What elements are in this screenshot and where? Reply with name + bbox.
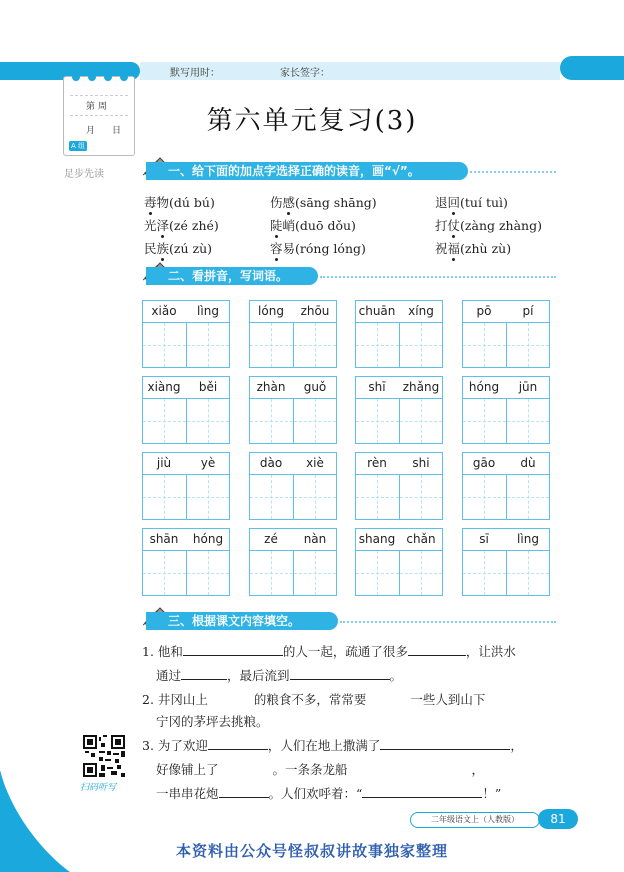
word-grid xyxy=(142,300,230,368)
word-grid xyxy=(355,376,443,444)
s3-q3-line1: 3. 为了欢迎 ，人们在地上撒满了 ， xyxy=(142,738,523,753)
writing-box[interactable] xyxy=(143,399,186,443)
ring-icon xyxy=(120,73,128,81)
pinyin-syllable: shān xyxy=(149,532,179,546)
word-grid xyxy=(355,452,443,520)
pinyin-syllable: sī xyxy=(479,532,489,546)
s3-q3-line2: 好像铺上了 。一条条龙船 ， xyxy=(156,762,485,777)
pinyin-syllable: yè xyxy=(200,456,216,470)
page-title: 第六单元复习(3) xyxy=(206,106,418,136)
writing-box[interactable] xyxy=(463,399,506,443)
writing-box[interactable] xyxy=(399,399,443,443)
watermark-text: 本资料由公众号怪叔叔讲故事独家整理 xyxy=(175,842,448,860)
pinyin-syllable: zhǎng xyxy=(402,380,440,394)
pinyin-syllable: rèn xyxy=(367,456,387,470)
word-grid xyxy=(462,452,550,520)
day-label: 日 xyxy=(112,126,122,136)
writing-box[interactable] xyxy=(506,551,550,595)
page-number: 81 xyxy=(538,809,578,829)
s3-q1-line1: 1. 他和 的人一起，疏通了很多 ，让洪水 xyxy=(142,644,516,659)
pinyin-syllable: guǒ xyxy=(303,380,327,394)
section2-title: 二、看拼音，写词语。 xyxy=(146,267,318,285)
word-grid xyxy=(142,376,230,444)
word-grid xyxy=(249,300,337,368)
word-grid xyxy=(462,300,550,368)
ring-icon xyxy=(104,73,112,81)
s1-item-3-1: 民族(zú zù) xyxy=(144,241,213,256)
writing-box[interactable] xyxy=(293,551,337,595)
pinyin-syllable: xiǎo xyxy=(151,304,177,318)
pinyin-syllable: nàn xyxy=(303,532,327,546)
section3-title: 三、根据课文内容填空。 xyxy=(146,612,338,630)
ring-icon xyxy=(88,73,96,81)
writing-box[interactable] xyxy=(143,475,186,519)
writing-box[interactable] xyxy=(293,323,337,367)
writing-box[interactable] xyxy=(250,551,293,595)
writing-box[interactable] xyxy=(250,475,293,519)
pinyin-syllable: dào xyxy=(259,456,283,470)
s1-item-2-3: 打仗(zàng zhàng) xyxy=(435,218,542,233)
word-grid xyxy=(462,528,550,596)
pinyin-syllable: dù xyxy=(520,456,536,470)
pinyin-syllable: hóng xyxy=(468,380,500,394)
qr-caption: 扫码听写 xyxy=(80,783,117,793)
s1-item-1-2: 伤感(sāng shāng) xyxy=(270,195,377,210)
s1-item-2-2: 陡峭(duō dǒu) xyxy=(270,218,356,233)
week-label: 第 周 xyxy=(86,102,107,112)
book-tag: 二年级语文上（人教版） xyxy=(410,812,540,828)
writing-box[interactable] xyxy=(356,323,399,367)
s3-q1-line2: 通过 ，最后流到 。 xyxy=(156,668,403,683)
s3-q3-line3: 一串串花炮 。人们欢呼着：“ ！” xyxy=(156,786,502,801)
pinyin-syllable: jūn xyxy=(518,380,538,394)
pinyin-syllable: zhōu xyxy=(300,304,330,318)
pinyin-syllable: zhàn xyxy=(256,380,286,394)
writing-box[interactable] xyxy=(506,475,550,519)
pinyin-syllable: chǎn xyxy=(406,532,436,546)
pinyin-syllable: pí xyxy=(522,304,534,318)
writing-box[interactable] xyxy=(463,475,506,519)
writing-box[interactable] xyxy=(143,323,186,367)
word-grid xyxy=(249,376,337,444)
writing-box[interactable] xyxy=(186,399,230,443)
pinyin-syllable: lóng xyxy=(258,304,284,318)
qr-code-icon[interactable] xyxy=(83,735,125,777)
word-grid xyxy=(249,452,337,520)
pinyin-syllable: jiù xyxy=(156,456,172,470)
pinyin-syllable: lìng xyxy=(197,304,219,318)
writing-box[interactable] xyxy=(293,399,337,443)
writing-box[interactable] xyxy=(186,551,230,595)
pinyin-syllable: lìng xyxy=(517,532,539,546)
pinyin-syllable: shī xyxy=(368,380,386,394)
writing-box[interactable] xyxy=(186,475,230,519)
word-grid xyxy=(249,528,337,596)
s1-item-1-1: 毒物(dú bú) xyxy=(144,195,215,210)
writing-box[interactable] xyxy=(399,323,443,367)
s1-item-3-3: 祝福(zhù zù) xyxy=(435,241,512,256)
s3-q2-line1: 2. 井冈山上 的粮食不多，常常要 一些人到山下 xyxy=(142,692,486,707)
pinyin-syllable: chuān xyxy=(358,304,396,318)
word-grid xyxy=(462,376,550,444)
ring-icon xyxy=(72,73,80,81)
writing-box[interactable] xyxy=(506,399,550,443)
writing-box[interactable] xyxy=(186,323,230,367)
pinyin-syllable: xiè xyxy=(306,456,324,470)
pinyin-syllable: hóng xyxy=(192,532,224,546)
s1-item-2-1: 光泽(zé zhé) xyxy=(144,218,219,233)
writing-box[interactable] xyxy=(356,475,399,519)
section1-title: 一、给下面的加点字选择正确的读音，画“√”。 xyxy=(146,162,468,180)
writing-box[interactable] xyxy=(463,323,506,367)
word-grid xyxy=(355,300,443,368)
writing-box[interactable] xyxy=(399,551,443,595)
writing-box[interactable] xyxy=(143,551,186,595)
s1-item-1-3: 退回(tuí tuì) xyxy=(435,195,508,210)
writing-box[interactable] xyxy=(399,475,443,519)
pinyin-syllable: zé xyxy=(264,532,278,546)
pinyin-syllable: běi xyxy=(198,380,218,394)
writing-box[interactable] xyxy=(250,399,293,443)
pinyin-syllable: xiàng xyxy=(147,380,181,394)
pinyin-syllable: shi xyxy=(412,456,430,470)
pinyin-syllable: pō xyxy=(476,304,492,318)
writing-box[interactable] xyxy=(356,399,399,443)
pinyin-syllable: shang xyxy=(358,532,396,546)
study-time-label: 默写用时： xyxy=(170,68,220,79)
parent-sign-label: 家长签字： xyxy=(280,68,330,79)
month-label: 月 xyxy=(86,126,96,136)
s3-q2-line2: 宁冈的茅坪去挑粮。 xyxy=(156,714,269,729)
writing-box[interactable] xyxy=(463,551,506,595)
s1-item-3-2: 容易(róng lóng) xyxy=(270,241,366,256)
header-right-bar xyxy=(560,56,624,80)
writing-box[interactable] xyxy=(293,475,337,519)
side-label: 足步先读 xyxy=(64,169,104,180)
writing-box[interactable] xyxy=(250,323,293,367)
word-grid xyxy=(142,452,230,520)
word-grid xyxy=(142,528,230,596)
group-badge: A 组 xyxy=(70,142,85,150)
word-grid xyxy=(355,528,443,596)
writing-box[interactable] xyxy=(356,551,399,595)
pinyin-syllable: xíng xyxy=(408,304,434,318)
writing-box[interactable] xyxy=(506,323,550,367)
pinyin-syllable: gāo xyxy=(472,456,496,470)
